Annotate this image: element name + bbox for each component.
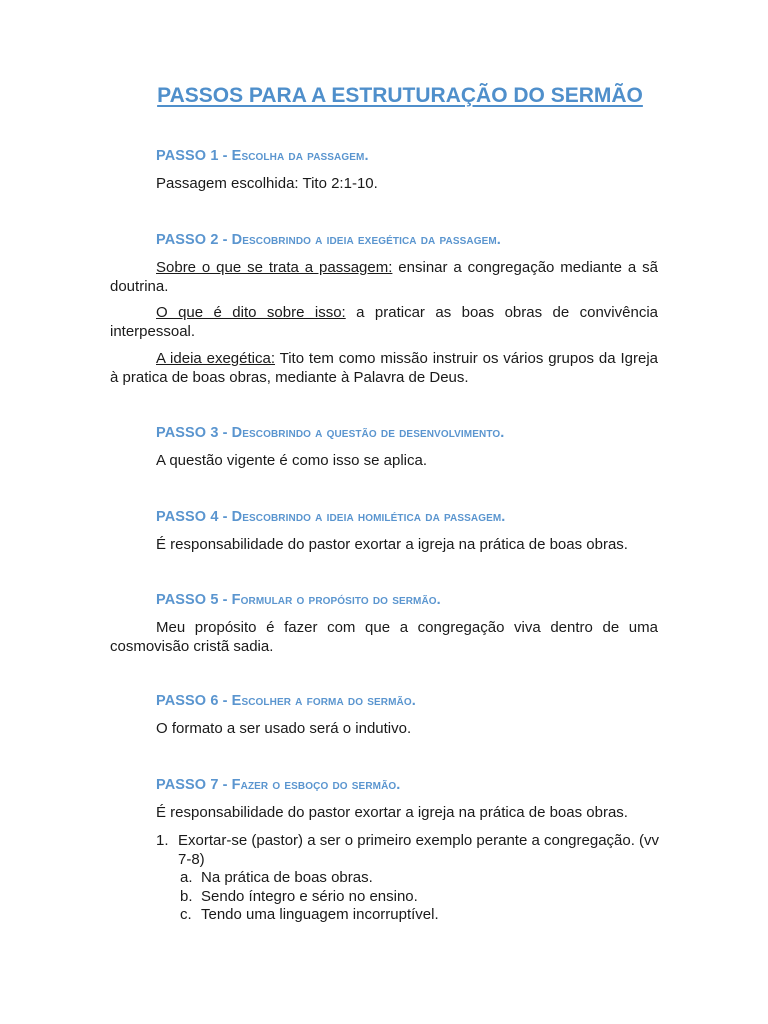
- step-1-heading: PASSO 1 - Escolha da passagem.: [156, 148, 369, 164]
- step-2-item-2-label: O que é dito sobre isso:: [156, 304, 346, 321]
- step-3-heading: PASSO 3 - Descobrindo a questão de desenvolvimento.: [156, 425, 505, 441]
- outline-item-1-number: 1.: [156, 832, 169, 849]
- outline-subitem-b: [110, 888, 670, 907]
- outline-item-1-text: Exortar-se (pastor) a ser o primeiro exemplo perante a congregação. (vv 7-8): [178, 832, 660, 868]
- outline-subitem-a: [110, 869, 670, 888]
- outline-item-1: [110, 832, 670, 869]
- outline-subitem-c-letter: c.: [180, 906, 192, 923]
- step-1-text: Passagem escolhida: Tito 2:1-10.: [156, 175, 378, 192]
- step-2-item-1-text: ensinar a congregação mediante a sã doutrina.: [110, 259, 658, 295]
- outline-subitem-c: [110, 906, 670, 925]
- step-5-text: Meu propósito é fazer com que a congregação viva dentro de uma cosmovisão cristã sadia.: [110, 619, 658, 655]
- step-2-item-2: [110, 304, 658, 341]
- outline-subitem-c-text: Tendo uma linguagem incorruptível.: [201, 906, 439, 923]
- step-2-item-2-text: a praticar as boas obras de convivência interpessoal.: [110, 304, 658, 340]
- step-2-item-3: [110, 350, 658, 387]
- step-5-heading: PASSO 5 - Formular o propósito do sermão.: [156, 592, 441, 608]
- step-6-text: O formato a ser usado será o indutivo.: [156, 720, 412, 737]
- outline-subitem-b-letter: b.: [180, 887, 193, 905]
- outline-subitem-a-text: Na prática de boas obras.: [201, 869, 373, 886]
- outline-subitem-b-text: Sendo íntegro e sério no ensino.: [201, 887, 418, 905]
- step-2-item-3-label: A ideia exegética:: [156, 350, 275, 367]
- step-2-heading: PASSO 2 - Descobrindo a ideia exegética da passagem.: [156, 232, 501, 248]
- step-7-text: É responsabilidade do pastor exortar a igreja na prática de boas obras.: [156, 804, 628, 821]
- step-7-heading: PASSO 7 - Fazer o esboço do sermão.: [156, 777, 401, 793]
- step-2-item-3-text: Tito tem como missão instruir os vários grupos da Igreja à pratica de boas obras, mediante à Palavra de Deus.: [110, 350, 658, 386]
- outline-subitem-a-letter: a.: [180, 869, 193, 886]
- step-4-text: É responsabilidade do pastor exortar a igreja na prática de boas obras.: [156, 536, 628, 553]
- document-title: PASSOS PARA A ESTRUTURAÇÃO DO SERMÃO: [157, 84, 643, 107]
- step-2-item-1-label: Sobre o que se trata a passagem:: [156, 259, 393, 276]
- step-2-item-1: [110, 259, 658, 296]
- step-4-heading: PASSO 4 - Descobrindo a ideia homilética da passagem.: [156, 509, 506, 525]
- step-3-text: A questão vigente é como isso se aplica.: [156, 452, 427, 469]
- step-6-heading: PASSO 6 - Escolher a forma do sermão.: [156, 693, 416, 709]
- sermon-outline: [110, 832, 670, 925]
